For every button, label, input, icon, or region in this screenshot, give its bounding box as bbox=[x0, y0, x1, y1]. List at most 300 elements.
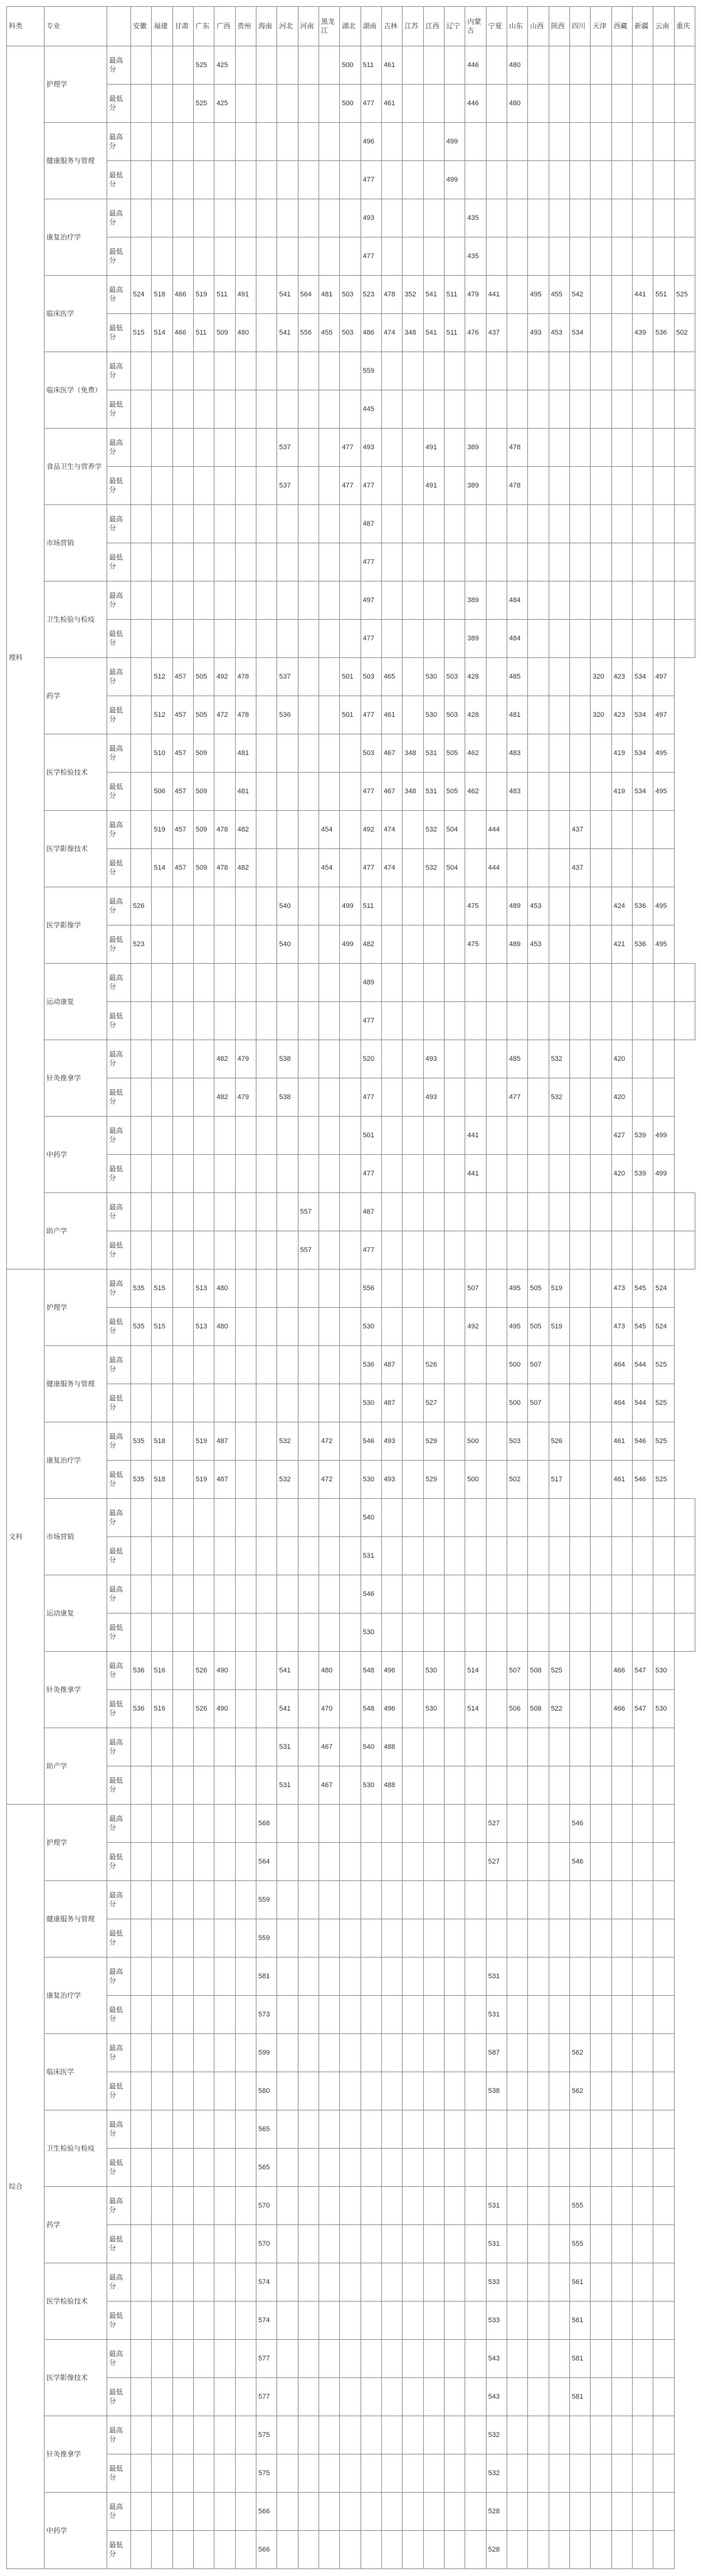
score-cell bbox=[611, 811, 632, 849]
score-cell bbox=[632, 1805, 653, 1843]
score-cell bbox=[569, 1499, 590, 1537]
score-cell bbox=[214, 1117, 235, 1155]
score-cell bbox=[403, 352, 423, 390]
score-cell bbox=[361, 2416, 381, 2454]
score-cell bbox=[172, 1461, 193, 1499]
table-row bbox=[7, 1996, 695, 2034]
score-cell bbox=[319, 1384, 339, 1422]
score-cell bbox=[361, 2340, 381, 2378]
score-cell bbox=[653, 46, 674, 85]
score-cell bbox=[319, 1270, 339, 1308]
score-cell bbox=[569, 926, 590, 964]
score-cell bbox=[340, 964, 361, 1002]
score-cell bbox=[131, 1537, 152, 1575]
score-cell bbox=[632, 1728, 653, 1766]
score-cell bbox=[423, 199, 444, 237]
score-cell bbox=[152, 352, 172, 390]
score-cell bbox=[569, 620, 590, 658]
score-cell bbox=[528, 2034, 549, 2072]
table-row bbox=[7, 161, 695, 199]
score-cell bbox=[549, 1843, 569, 1881]
score-cell bbox=[611, 2340, 632, 2378]
score-cell bbox=[193, 352, 214, 390]
score-cell bbox=[611, 123, 632, 161]
score-cell bbox=[172, 1193, 193, 1231]
score-cell: 518 bbox=[152, 1422, 172, 1461]
score-cell bbox=[423, 85, 444, 123]
table-row bbox=[7, 1690, 695, 1728]
score-cell bbox=[214, 1575, 235, 1614]
score-cell bbox=[319, 734, 339, 773]
score-cell bbox=[256, 199, 277, 237]
score-cell: 466 bbox=[172, 276, 193, 314]
score-cell bbox=[403, 1346, 423, 1384]
major-cell: 运动康复 bbox=[45, 964, 107, 1040]
score-cell: 534 bbox=[632, 696, 653, 734]
score-cell: 445 bbox=[361, 390, 381, 429]
score-type-cell: 最低分 bbox=[107, 849, 131, 887]
score-cell bbox=[298, 2034, 319, 2072]
score-cell bbox=[549, 352, 569, 390]
score-type-cell: 最高分 bbox=[107, 1728, 131, 1766]
score-type-cell: 最高分 bbox=[107, 352, 131, 390]
score-cell bbox=[465, 2187, 486, 2225]
score-cell bbox=[298, 811, 319, 849]
score-cell bbox=[381, 1614, 402, 1652]
score-cell bbox=[381, 1575, 402, 1614]
score-cell bbox=[381, 2340, 402, 2378]
score-cell: 487 bbox=[214, 1461, 235, 1499]
score-cell bbox=[444, 1881, 465, 1919]
score-cell: 525 bbox=[653, 1346, 674, 1384]
score-cell: 511 bbox=[444, 314, 465, 352]
score-cell: 501 bbox=[361, 1117, 381, 1155]
score-cell bbox=[507, 2493, 527, 2531]
score-cell bbox=[214, 1384, 235, 1422]
score-cell: 518 bbox=[152, 1461, 172, 1499]
score-cell bbox=[528, 2225, 549, 2263]
score-cell bbox=[152, 390, 172, 429]
score-cell bbox=[214, 1614, 235, 1652]
score-cell bbox=[507, 1117, 527, 1155]
score-cell: 486 bbox=[361, 314, 381, 352]
score-type-cell: 最高分 bbox=[107, 1652, 131, 1690]
score-cell: 533 bbox=[486, 2263, 507, 2302]
score-cell bbox=[340, 161, 361, 199]
score-cell bbox=[444, 887, 465, 926]
score-cell bbox=[444, 237, 465, 276]
score-cell bbox=[193, 2187, 214, 2225]
score-cell bbox=[591, 276, 611, 314]
score-cell bbox=[423, 1002, 444, 1040]
score-type-cell: 最低分 bbox=[107, 2072, 131, 2110]
score-cell bbox=[298, 1881, 319, 1919]
score-cell bbox=[298, 505, 319, 543]
score-type-cell: 最低分 bbox=[107, 2454, 131, 2493]
score-cell: 503 bbox=[340, 314, 361, 352]
score-cell: 500 bbox=[507, 1346, 527, 1384]
score-cell: 509 bbox=[214, 314, 235, 352]
score-cell: 487 bbox=[381, 1384, 402, 1422]
score-cell bbox=[549, 2034, 569, 2072]
score-cell bbox=[444, 1193, 465, 1231]
table-row bbox=[7, 1346, 695, 1384]
score-cell bbox=[465, 161, 486, 199]
score-cell bbox=[549, 1231, 569, 1270]
score-cell: 541 bbox=[277, 1652, 298, 1690]
score-cell bbox=[193, 1996, 214, 2034]
score-cell bbox=[131, 352, 152, 390]
score-cell bbox=[298, 1575, 319, 1614]
header-province: 吉林 bbox=[381, 7, 402, 46]
score-cell bbox=[298, 1690, 319, 1728]
score-type-cell: 最高分 bbox=[107, 1270, 131, 1308]
score-cell bbox=[298, 85, 319, 123]
score-cell bbox=[486, 1308, 507, 1346]
score-cell bbox=[444, 1575, 465, 1614]
score-cell bbox=[152, 581, 172, 620]
score-cell: 477 bbox=[361, 161, 381, 199]
score-cell bbox=[298, 1078, 319, 1117]
score-type-cell: 最高分 bbox=[107, 1422, 131, 1461]
score-cell bbox=[319, 2187, 339, 2225]
score-cell bbox=[423, 543, 444, 581]
score-cell bbox=[214, 2263, 235, 2302]
score-cell bbox=[235, 1575, 256, 1614]
score-cell bbox=[653, 1958, 674, 1996]
score-cell bbox=[235, 1231, 256, 1270]
score-cell bbox=[381, 390, 402, 429]
score-cell bbox=[653, 1919, 674, 1958]
score-cell bbox=[277, 85, 298, 123]
score-cell bbox=[277, 1996, 298, 2034]
score-cell bbox=[235, 1346, 256, 1384]
score-cell bbox=[319, 46, 339, 85]
score-cell: 530 bbox=[361, 1461, 381, 1499]
score-cell bbox=[319, 429, 339, 467]
score-cell bbox=[340, 390, 361, 429]
score-cell bbox=[214, 2072, 235, 2110]
score-cell bbox=[361, 2531, 381, 2569]
score-cell bbox=[214, 1766, 235, 1805]
score-cell bbox=[632, 1766, 653, 1805]
score-cell bbox=[423, 1499, 444, 1537]
score-cell: 545 bbox=[632, 1308, 653, 1346]
score-cell bbox=[486, 1690, 507, 1728]
table-row bbox=[7, 505, 695, 543]
score-cell bbox=[172, 926, 193, 964]
score-type-cell: 最低分 bbox=[107, 467, 131, 505]
score-type-cell: 最低分 bbox=[107, 1002, 131, 1040]
score-cell bbox=[591, 2340, 611, 2378]
score-cell bbox=[172, 1690, 193, 1728]
score-type-cell: 最低分 bbox=[107, 1308, 131, 1346]
score-cell bbox=[340, 1766, 361, 1805]
score-type-cell: 最高分 bbox=[107, 2263, 131, 2302]
score-cell bbox=[340, 1843, 361, 1881]
score-cell bbox=[611, 276, 632, 314]
score-cell bbox=[361, 2034, 381, 2072]
score-cell bbox=[465, 2340, 486, 2378]
score-cell bbox=[381, 1270, 402, 1308]
score-cell: 503 bbox=[361, 658, 381, 696]
score-cell: 504 bbox=[444, 849, 465, 887]
score-cell bbox=[444, 429, 465, 467]
score-cell bbox=[569, 696, 590, 734]
score-cell: 481 bbox=[507, 696, 527, 734]
score-type-cell: 最低分 bbox=[107, 773, 131, 811]
score-cell bbox=[444, 1231, 465, 1270]
score-cell bbox=[507, 2531, 527, 2569]
score-cell bbox=[319, 199, 339, 237]
score-cell bbox=[403, 964, 423, 1002]
score-cell bbox=[193, 123, 214, 161]
score-cell bbox=[403, 1919, 423, 1958]
score-cell: 441 bbox=[632, 276, 653, 314]
header-province: 江西 bbox=[423, 7, 444, 46]
score-cell bbox=[152, 2225, 172, 2263]
score-cell bbox=[152, 467, 172, 505]
score-cell bbox=[214, 505, 235, 543]
score-cell bbox=[653, 1193, 674, 1231]
score-cell: 503 bbox=[361, 734, 381, 773]
score-cell: 535 bbox=[131, 1422, 152, 1461]
score-cell bbox=[569, 1346, 590, 1384]
score-cell bbox=[569, 773, 590, 811]
score-cell bbox=[340, 123, 361, 161]
score-cell: 352 bbox=[403, 276, 423, 314]
score-cell bbox=[277, 1193, 298, 1231]
score-cell bbox=[528, 696, 549, 734]
score-cell bbox=[152, 2493, 172, 2531]
score-cell bbox=[172, 161, 193, 199]
score-cell bbox=[403, 2416, 423, 2454]
score-cell bbox=[172, 2110, 193, 2149]
table-row bbox=[7, 1843, 695, 1881]
score-cell bbox=[193, 2454, 214, 2493]
score-cell bbox=[528, 2263, 549, 2302]
score-cell bbox=[507, 123, 527, 161]
score-cell bbox=[486, 1575, 507, 1614]
score-cell: 478 bbox=[235, 696, 256, 734]
score-cell bbox=[674, 46, 695, 85]
score-cell: 577 bbox=[256, 2378, 277, 2416]
score-cell bbox=[172, 2378, 193, 2416]
score-cell bbox=[381, 505, 402, 543]
score-cell bbox=[403, 696, 423, 734]
score-cell bbox=[298, 161, 319, 199]
score-cell bbox=[465, 1384, 486, 1422]
score-cell bbox=[569, 1155, 590, 1193]
score-cell bbox=[486, 46, 507, 85]
score-cell bbox=[235, 1117, 256, 1155]
score-type-cell: 最低分 bbox=[107, 1078, 131, 1117]
score-cell bbox=[131, 849, 152, 887]
score-cell bbox=[277, 1270, 298, 1308]
score-cell bbox=[298, 543, 319, 581]
score-cell bbox=[131, 1766, 152, 1805]
score-cell bbox=[152, 505, 172, 543]
score-cell bbox=[172, 1575, 193, 1614]
score-cell bbox=[319, 1308, 339, 1346]
score-cell: 564 bbox=[298, 276, 319, 314]
score-cell bbox=[340, 2225, 361, 2263]
score-cell bbox=[465, 1002, 486, 1040]
score-cell bbox=[152, 2034, 172, 2072]
score-cell bbox=[653, 2187, 674, 2225]
score-cell bbox=[381, 2187, 402, 2225]
score-cell: 565 bbox=[256, 2110, 277, 2149]
score-cell bbox=[214, 887, 235, 926]
score-cell bbox=[611, 1614, 632, 1652]
score-cell bbox=[152, 2263, 172, 2302]
score-cell bbox=[131, 85, 152, 123]
score-cell bbox=[403, 1766, 423, 1805]
score-cell bbox=[528, 1155, 549, 1193]
score-cell: 501 bbox=[340, 696, 361, 734]
score-cell: 515 bbox=[152, 1308, 172, 1346]
score-cell bbox=[298, 734, 319, 773]
score-cell bbox=[611, 1499, 632, 1537]
score-cell: 519 bbox=[193, 1461, 214, 1499]
score-cell bbox=[277, 1958, 298, 1996]
table-row bbox=[7, 2110, 695, 2149]
score-cell bbox=[486, 1193, 507, 1231]
score-cell: 480 bbox=[507, 46, 527, 85]
score-cell: 487 bbox=[361, 505, 381, 543]
score-cell bbox=[381, 2302, 402, 2340]
score-cell bbox=[591, 1155, 611, 1193]
score-cell bbox=[507, 1919, 527, 1958]
score-cell bbox=[319, 2493, 339, 2531]
score-cell bbox=[172, 1155, 193, 1193]
score-cell bbox=[381, 2263, 402, 2302]
score-cell: 500 bbox=[340, 46, 361, 85]
score-cell bbox=[653, 1805, 674, 1843]
score-cell bbox=[214, 2378, 235, 2416]
score-cell: 505 bbox=[193, 696, 214, 734]
score-cell bbox=[319, 773, 339, 811]
table-row bbox=[7, 1766, 695, 1805]
score-cell bbox=[214, 1805, 235, 1843]
score-cell bbox=[549, 85, 569, 123]
score-cell: 479 bbox=[235, 1078, 256, 1117]
score-type-cell: 最低分 bbox=[107, 620, 131, 658]
score-cell: 562 bbox=[569, 2072, 590, 2110]
score-cell bbox=[193, 1537, 214, 1575]
score-type-cell: 最高分 bbox=[107, 964, 131, 1002]
score-cell: 522 bbox=[549, 1690, 569, 1728]
score-cell bbox=[340, 811, 361, 849]
score-cell: 580 bbox=[256, 2072, 277, 2110]
score-cell bbox=[277, 2263, 298, 2302]
score-cell: 473 bbox=[611, 1308, 632, 1346]
score-cell bbox=[319, 926, 339, 964]
score-cell bbox=[423, 161, 444, 199]
score-cell bbox=[214, 1346, 235, 1384]
score-cell bbox=[131, 2110, 152, 2149]
score-cell: 532 bbox=[549, 1078, 569, 1117]
score-cell bbox=[381, 1117, 402, 1155]
score-cell bbox=[591, 46, 611, 85]
header-province: 黑龙江 bbox=[319, 7, 339, 46]
score-cell: 529 bbox=[423, 1422, 444, 1461]
score-cell: 483 bbox=[507, 734, 527, 773]
score-cell bbox=[653, 1078, 674, 1117]
score-cell bbox=[507, 2072, 527, 2110]
score-cell: 466 bbox=[611, 1652, 632, 1690]
score-cell: 530 bbox=[361, 1614, 381, 1652]
score-cell bbox=[444, 2454, 465, 2493]
score-cell bbox=[569, 1728, 590, 1766]
score-cell: 545 bbox=[632, 1270, 653, 1308]
score-cell bbox=[486, 505, 507, 543]
score-cell bbox=[381, 620, 402, 658]
score-cell bbox=[172, 2034, 193, 2072]
score-cell bbox=[340, 199, 361, 237]
score-cell bbox=[444, 1040, 465, 1078]
score-cell bbox=[298, 620, 319, 658]
score-cell bbox=[172, 46, 193, 85]
score-type-cell: 最高分 bbox=[107, 276, 131, 314]
score-cell bbox=[256, 1117, 277, 1155]
score-cell bbox=[549, 505, 569, 543]
score-cell bbox=[381, 581, 402, 620]
score-cell bbox=[611, 543, 632, 581]
score-cell bbox=[381, 1308, 402, 1346]
score-type-cell: 最低分 bbox=[107, 1537, 131, 1575]
score-cell bbox=[381, 1881, 402, 1919]
score-cell bbox=[381, 1958, 402, 1996]
score-cell: 425 bbox=[214, 46, 235, 85]
score-cell bbox=[507, 964, 527, 1002]
score-cell: 559 bbox=[256, 1919, 277, 1958]
score-cell bbox=[569, 1461, 590, 1499]
score-cell bbox=[569, 1958, 590, 1996]
score-cell bbox=[653, 581, 674, 620]
score-cell bbox=[172, 543, 193, 581]
score-cell bbox=[528, 2416, 549, 2454]
score-cell bbox=[172, 2416, 193, 2454]
score-cell bbox=[569, 1537, 590, 1575]
score-cell bbox=[319, 161, 339, 199]
score-cell: 543 bbox=[486, 2340, 507, 2378]
score-cell bbox=[256, 1766, 277, 1805]
table-row bbox=[7, 2531, 695, 2569]
score-cell bbox=[277, 2531, 298, 2569]
score-cell bbox=[653, 2034, 674, 2072]
score-cell bbox=[653, 2378, 674, 2416]
score-cell: 477 bbox=[340, 429, 361, 467]
score-cell bbox=[214, 964, 235, 1002]
score-cell: 529 bbox=[423, 1461, 444, 1499]
score-cell bbox=[319, 2225, 339, 2263]
score-cell bbox=[611, 2416, 632, 2454]
score-cell bbox=[423, 237, 444, 276]
score-cell bbox=[340, 2034, 361, 2072]
score-cell bbox=[403, 2149, 423, 2187]
score-cell: 457 bbox=[172, 734, 193, 773]
score-cell bbox=[632, 964, 653, 1002]
score-cell bbox=[340, 1078, 361, 1117]
score-cell bbox=[465, 2454, 486, 2493]
score-cell: 520 bbox=[361, 1040, 381, 1078]
score-cell bbox=[193, 1919, 214, 1958]
score-cell bbox=[528, 2531, 549, 2569]
score-cell bbox=[653, 1575, 674, 1614]
score-cell bbox=[591, 2225, 611, 2263]
score-cell bbox=[611, 1958, 632, 1996]
